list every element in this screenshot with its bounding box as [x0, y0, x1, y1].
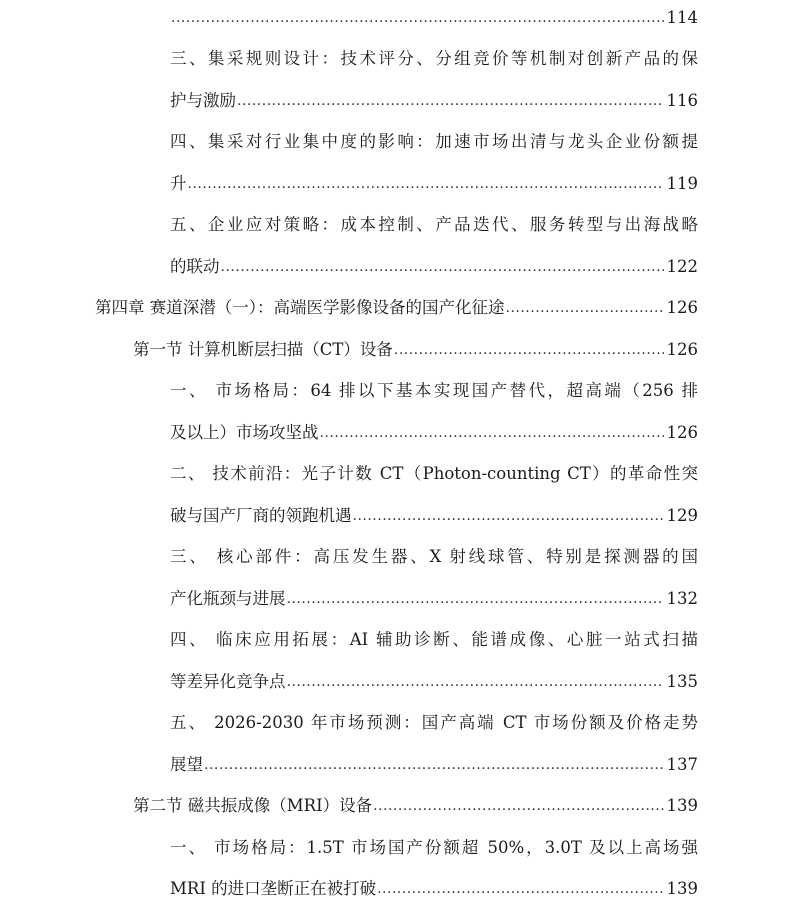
toc-entry-tail[interactable] — [170, 671, 698, 693]
toc-entry-tail[interactable] — [170, 878, 698, 900]
toc-entry-text: 展望 — [170, 755, 203, 774]
page-number: 126 — [666, 423, 698, 442]
toc-entry-text: 五、 2026-2030 年市场预测：国产高端 CT 市场份额及价格走势 — [170, 713, 698, 732]
section-title: 第二节 磁共振成像（MRI）设备 — [133, 796, 373, 815]
toc-section[interactable] — [133, 339, 698, 361]
toc-entry-tail[interactable] — [170, 422, 698, 444]
toc-entry-tail[interactable] — [170, 505, 698, 527]
page-number: 116 — [666, 91, 698, 110]
dot-leader — [353, 505, 664, 527]
page-number: 119 — [666, 174, 698, 193]
toc-entry-tail[interactable] — [170, 90, 698, 112]
toc-entry-text: 二、 技术前沿：光子计数 CT（Photon-counting CT）的革命性突 — [170, 464, 698, 483]
toc-entry-tail[interactable] — [170, 173, 698, 195]
toc-entry-text: 的联动 — [170, 257, 220, 276]
chapter-title: 第四章 赛道深潜（一）：高端医学影像设备的国产化征途 — [95, 298, 505, 317]
toc-entry-text: 一、 市场格局：64 排以下基本实现国产替代，超高端（256 排 — [170, 381, 698, 400]
toc-entry-tail[interactable] — [170, 588, 698, 610]
toc-entry-text: 三、集采规则设计：技术评分、分组竞价等机制对创新产品的保 — [170, 49, 698, 68]
toc-entry-text: 升 — [170, 174, 187, 193]
dot-leader — [506, 297, 664, 319]
page-number: 137 — [666, 755, 698, 774]
toc-section[interactable] — [133, 795, 698, 817]
dot-leader — [377, 878, 663, 900]
toc-entry-text: 等差异化竞争点 — [170, 672, 286, 691]
toc-entry-tail[interactable] — [170, 256, 698, 278]
page-number: 122 — [666, 257, 698, 276]
dot-leader — [221, 256, 664, 278]
toc-entry-text: 五、企业应对策略：成本控制、产品迭代、服务转型与出海战略 — [170, 215, 698, 234]
page-number: 135 — [666, 672, 698, 691]
page-number: 132 — [666, 589, 698, 608]
toc-entry-text: 及以上）市场攻坚战 — [170, 423, 319, 442]
toc-entry-text: 四、 临床应用拓展：AI 辅助诊断、能谱成像、心脏一站式扫描 — [170, 630, 698, 649]
dot-leader — [237, 90, 664, 112]
toc-chapter[interactable] — [95, 297, 698, 319]
dot-leader — [287, 588, 664, 610]
page-number: 129 — [666, 506, 698, 525]
toc-entry-continuation[interactable] — [170, 7, 698, 29]
dot-leader — [204, 754, 664, 776]
dot-leader — [320, 422, 664, 444]
section-title: 第一节 计算机断层扫描（CT）设备 — [133, 340, 393, 359]
toc-entry-text: 破与国产厂商的领跑机遇 — [170, 506, 352, 525]
page-number: 139 — [666, 879, 698, 898]
toc-entry-text: 护与激励 — [170, 91, 236, 110]
toc-entry-text: MRI 的进口垄断正在被打破 — [170, 879, 377, 898]
dot-leader — [171, 7, 664, 29]
page-number: 114 — [666, 8, 698, 27]
toc-entry-text: 四、集采对行业集中度的影响：加速市场出清与龙头企业份额提 — [170, 132, 698, 151]
toc-entry-text: 一、 市场格局：1.5T 市场国产份额超 50%，3.0T 及以上高场强 — [170, 838, 698, 857]
toc-entry-text: 三、 核心部件：高压发生器、X 射线球管、特别是探测器的国 — [170, 547, 698, 566]
page-number: 126 — [666, 298, 698, 317]
page-number: 139 — [666, 796, 698, 815]
toc-entry-tail[interactable] — [170, 754, 698, 776]
dot-leader — [394, 339, 664, 361]
dot-leader — [188, 173, 664, 195]
toc-entry-text: 产化瓶颈与进展 — [170, 589, 286, 608]
dot-leader — [287, 671, 664, 693]
page-number: 126 — [666, 340, 698, 359]
dot-leader — [373, 795, 663, 817]
